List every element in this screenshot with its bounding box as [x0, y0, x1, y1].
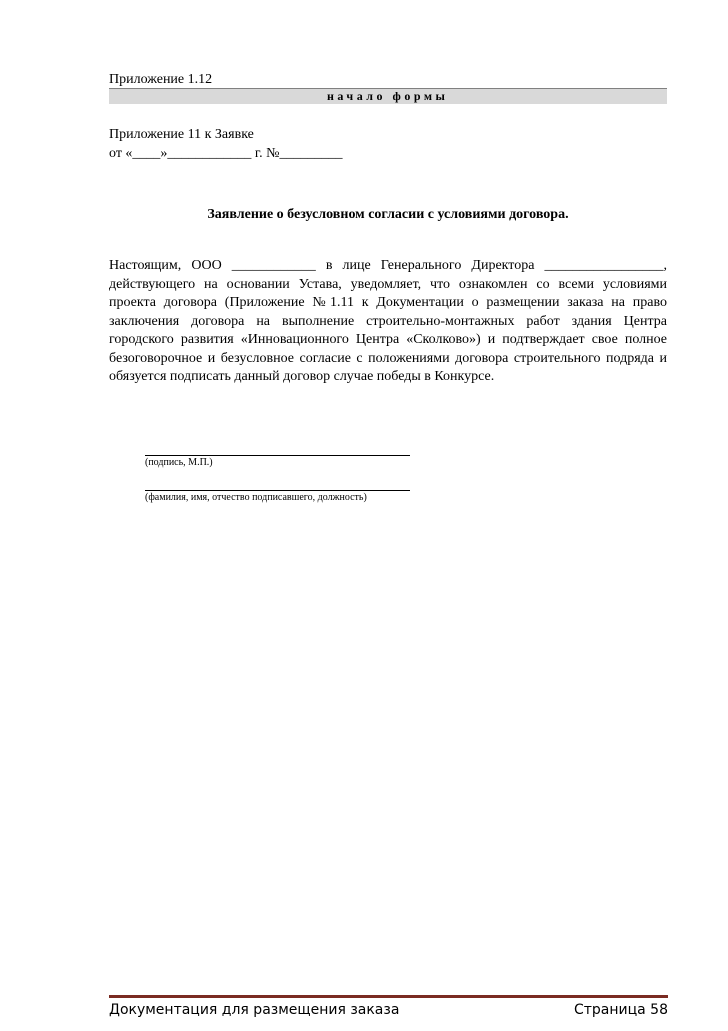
reference-line-1: Приложение 11 к Заявке: [109, 127, 254, 142]
footer-left-text: Документация для размещения заказа: [109, 1002, 400, 1018]
name-block: [145, 490, 410, 503]
signature-caption: (подпись, М.П.): [145, 457, 213, 468]
form-start-bar: [109, 88, 667, 104]
body-paragraph: Настоящим, ООО ____________ в лице Генерального Директора _________________, действующего на основании Устава, уведомляет, что ознакомлен со всеми условиями проекта договора (Приложение №1.11 к Документации о размещении заказа на право заключения договора на выполнение строительно-монтажных работ здания Центра городского развития «Инновационного Центра «Сколково») и подтверждает свое полное безоговорочное и безусловное согласие с положениями договора строительного подряда и обязуется подписать данный договор случае победы в Конкурсе.: [109, 258, 667, 384]
form-start-label: начало формы: [327, 89, 449, 103]
reference-line-2: от «____»____________ г. №_________: [109, 146, 343, 161]
name-caption: (фамилия, имя, отчество подписавшего, должность): [145, 492, 367, 503]
footer-page-number: Страница 58: [573, 1002, 668, 1018]
page-footer: [109, 995, 668, 1018]
reference-block: [109, 125, 342, 163]
appendix-label: Приложение 1.12: [109, 72, 213, 87]
document-title: Заявление о безусловном согласии с условиями договора.: [207, 207, 569, 222]
signature-block: [145, 455, 410, 468]
signature-line: [145, 455, 410, 456]
name-line: [145, 490, 410, 491]
